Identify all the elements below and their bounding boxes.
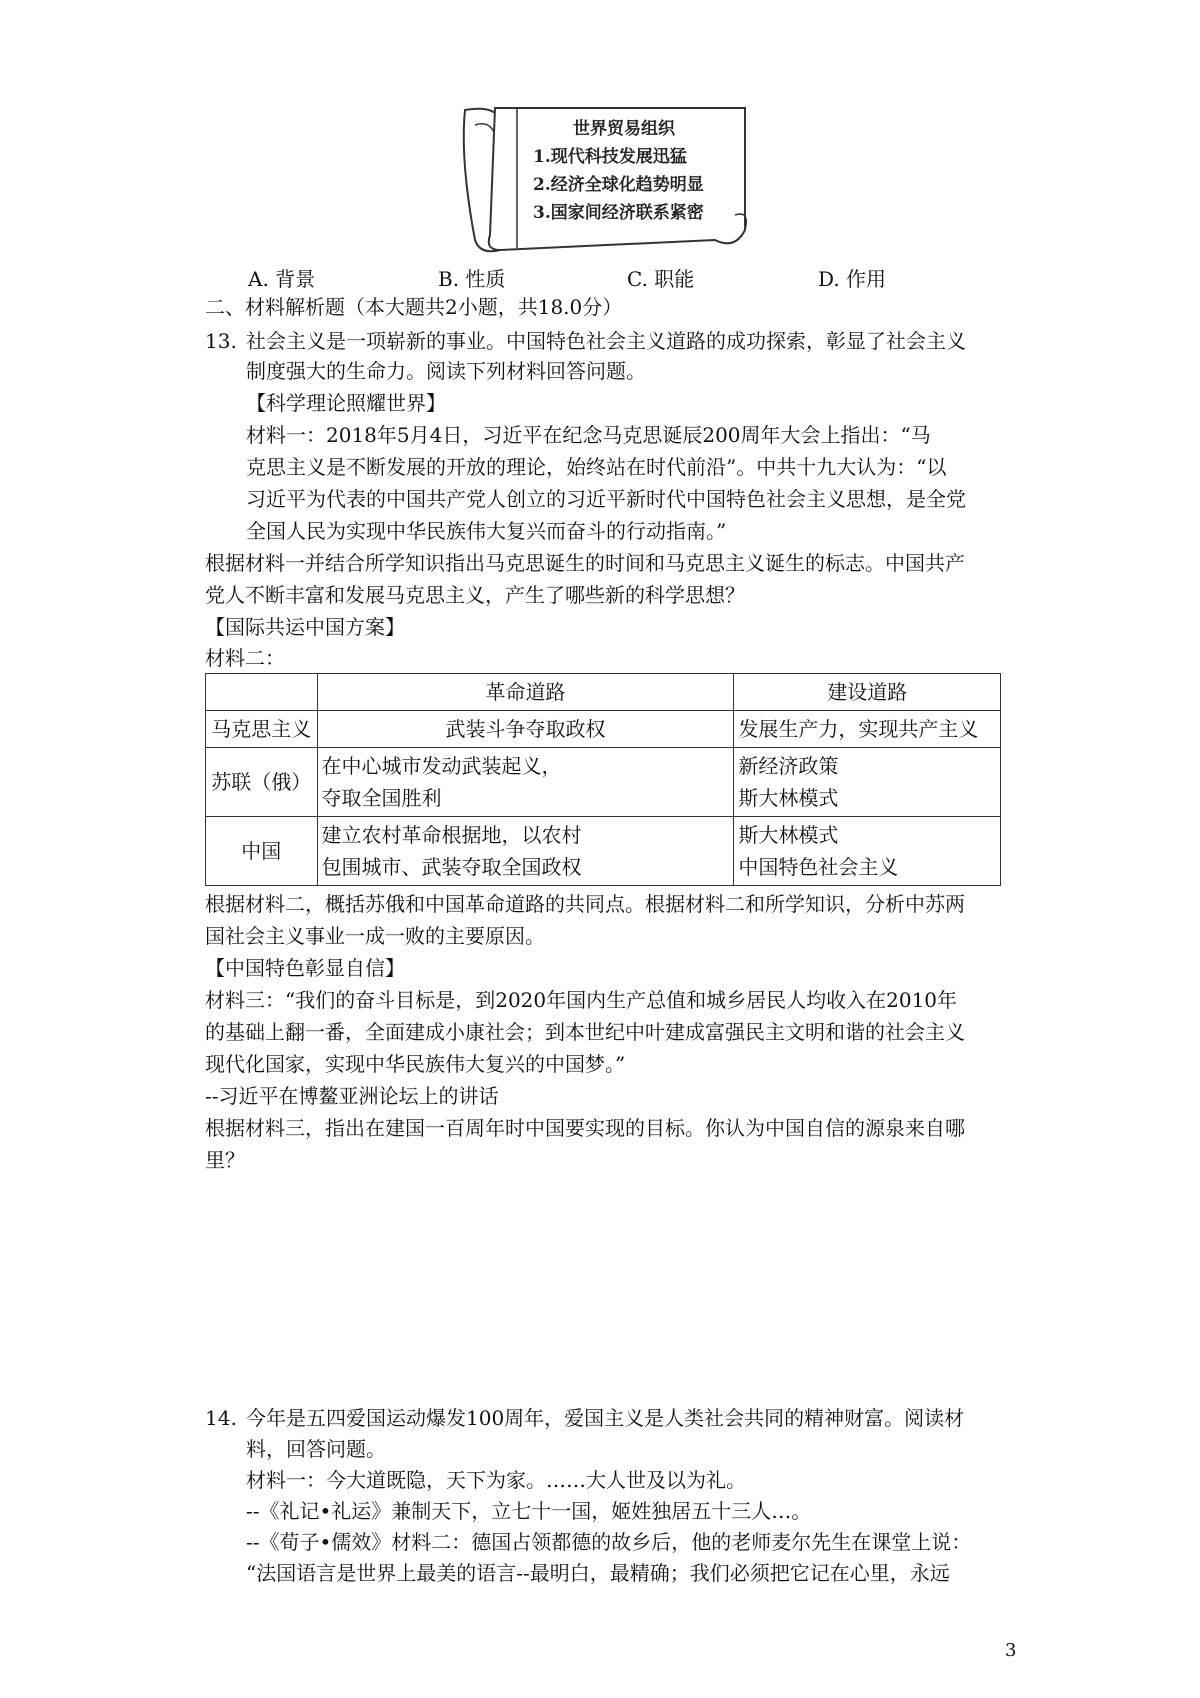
q13-part1-title: 【科学理论照耀世界】 [246, 391, 446, 415]
table-header-cell: 建设道路 [734, 674, 1001, 711]
q13-material3-1: 材料三：“我们的奋斗目标是，到2020年国内生产总值和城乡居民人均收入在2010年 [205, 988, 958, 1012]
table-cell-line: 在中心城市发动武装起义， [321, 754, 562, 778]
q13-material2-label: 材料二： [205, 646, 285, 670]
q13-part3-title: 【中国特色彰显自信】 [205, 956, 405, 980]
table-header-row [206, 674, 1001, 711]
section-header: 二、材料解析题（本大题共2小题，共18.0分） [205, 295, 623, 319]
q13-material1-1: 材料一：2018年5月4日，习近平在纪念马克思诞辰200周年大会上指出：“马 [246, 423, 931, 447]
figure-line-2: 2.经济全球化趋势明显 [533, 175, 704, 195]
q13-question2-2: 国社会主义事业一成一败的主要原因。 [205, 924, 545, 948]
table-row [206, 711, 1001, 748]
figure-title: 世界贸易组织 [573, 119, 675, 139]
table-row-name: 苏联（俄） [206, 748, 318, 817]
table-cell [734, 817, 1001, 886]
q14-line-1: 材料一：今大道既隐，天下为家。……大人世及以为礼。 [246, 1468, 746, 1492]
table-cell: 发展生产力，实现共产主义 [734, 711, 1001, 748]
table-cell-line: 中国特色社会主义 [738, 855, 899, 879]
table-cell-line: 斯大林模式 [738, 786, 839, 810]
q13-material1-4: 全国人民为实现中华民族伟大复兴而奋斗的行动指南。” [246, 519, 727, 543]
q13-intro-2: 制度强大的生命力。阅读下列材料回答问题。 [246, 359, 646, 383]
option-c[interactable]: C. 职能 [627, 267, 695, 291]
table-cell [734, 748, 1001, 817]
q13-question3-2: 里？ [205, 1148, 245, 1172]
table-cell [317, 817, 734, 886]
figure-line-1: 1.现代科技发展迅猛 [533, 147, 687, 167]
q14-intro-1: 今年是五四爱国运动爆发100周年，爱国主义是人类社会共同的精神财富。阅读材 [246, 1406, 965, 1430]
q14-intro-2: 料，回答问题。 [246, 1437, 386, 1461]
q13-question1-1: 根据材料一并结合所学知识指出马克思诞生的时间和马克思主义诞生的标志。中国共产 [205, 551, 965, 575]
q14-line-3: --《荀子•儒效》材料二：德国占领都德的故乡后，他的老师麦尔先生在课堂上说： [246, 1530, 972, 1554]
page-number: 3 [1005, 1640, 1017, 1661]
option-b[interactable]: B. 性质 [438, 267, 506, 291]
table-row-name: 马克思主义 [206, 711, 318, 748]
q13-material1-3: 习近平为代表的中国共产党人创立的习近平新时代中国特色社会主义思想，是全党 [246, 487, 966, 511]
material2-table [205, 673, 1001, 886]
wto-scroll-figure [455, 100, 755, 260]
q13-source3: --习近平在博鳌亚洲论坛上的讲话 [205, 1084, 499, 1108]
table-row-name: 中国 [206, 817, 318, 886]
q13-intro-1: 社会主义是一项崭新的事业。中国特色社会主义道路的成功探索，彰显了社会主义 [246, 329, 966, 353]
figure-line-3: 3.国家间经济联系紧密 [533, 203, 704, 223]
q13-material1-2: 克思主义是不断发展的开放的理论，始终站在时代前沿”。中共十九大认为：“以 [246, 455, 947, 479]
q14-number: 14. [205, 1406, 237, 1430]
q14-line-4: “法国语言是世界上最美的语言--最明白，最精确；我们必须把它记在心里，永远 [246, 1561, 950, 1585]
q13-material3-2: 的基础上翻一番，全面建成小康社会；到本世纪中叶建成富强民主文明和谐的社会主义 [205, 1020, 965, 1044]
option-a[interactable]: A. 背景 [248, 267, 316, 291]
table-header-cell: 革命道路 [317, 674, 734, 711]
q13-number: 13. [205, 329, 237, 353]
q13-question2-1: 根据材料二，概括苏俄和中国革命道路的共同点。根据材料二和所学知识，分析中苏两 [205, 892, 965, 916]
q14-line-2: --《礼记•礼运》兼制天下，立七十一国，姬姓独居五十三人…。 [246, 1499, 812, 1523]
table-cell-line: 夺取全国胜利 [321, 786, 442, 810]
table-cell-line: 新经济政策 [738, 754, 839, 778]
q13-material3-3: 现代化国家，实现中华民族伟大复兴的中国梦。” [205, 1052, 626, 1076]
q13-question1-2: 党人不断丰富和发展马克思主义，产生了哪些新的科学思想？ [205, 583, 745, 607]
table-cell [317, 748, 734, 817]
q13-question3-1: 根据材料三，指出在建国一百周年时中国要实现的目标。你认为中国自信的源泉来自哪 [205, 1116, 965, 1140]
q13-part2-title: 【国际共运中国方案】 [205, 615, 405, 639]
table-row [206, 817, 1001, 886]
table-header-cell [206, 674, 318, 711]
table-cell-line: 建立农村革命根据地，以农村 [321, 823, 582, 847]
option-d[interactable]: D. 作用 [818, 267, 887, 291]
table-row [206, 748, 1001, 817]
table-cell-line: 斯大林模式 [738, 823, 839, 847]
table-cell: 武装斗争夺取政权 [317, 711, 734, 748]
table-cell-line: 包围城市、武装夺取全国政权 [321, 855, 582, 879]
